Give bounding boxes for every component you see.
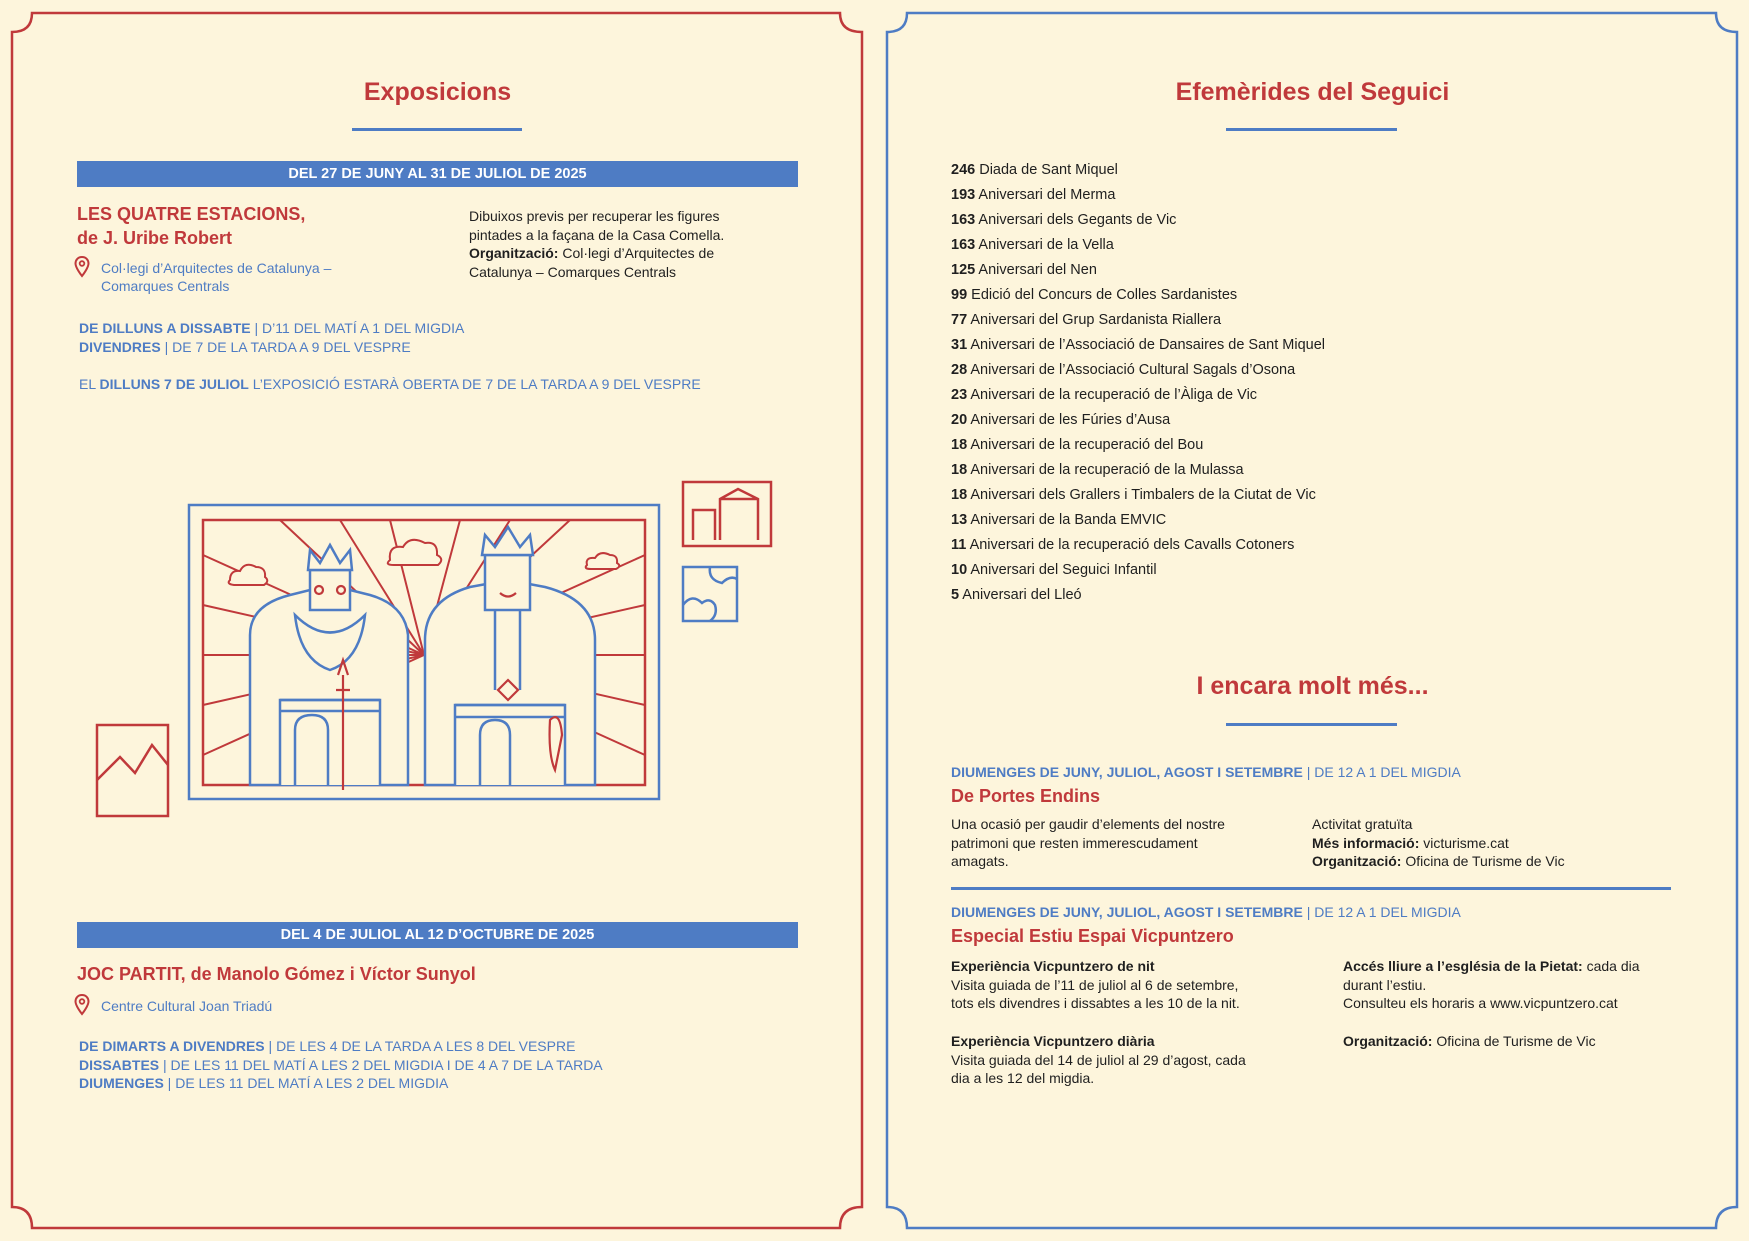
list-item: 23 Aniversari de la recuperació de l’Àliga de Vic bbox=[951, 387, 1258, 403]
exhibition-title: LES QUATRE ESTACIONS, de J. Uribe Robert bbox=[77, 204, 306, 248]
exhibition-description: Dibuixos previs per recuperar les figures pintades a la façana de la Casa Comella. Organització: Col·legi d’Arquitectes de Catalunya – Comarques Centrals bbox=[469, 208, 725, 280]
event-info: Activitat gratuïta Més informació: victurisme.cat Organització: Oficina de Turisme de Vic bbox=[1312, 816, 1565, 870]
exhibition-location: Col·legi d’Arquitectes de Catalunya – Comarques Centrals bbox=[101, 260, 332, 294]
list-item: 125 Aniversari del Nen bbox=[951, 262, 1097, 278]
location-pin-icon bbox=[74, 256, 90, 278]
exhibition-schedule: DE DIMARTS A DIVENDRES | DE LES 4 DE LA TARDA A LES 8 DEL VESPRE DISSABTES | DE LES 11 DEL MATÍ A LES 2 DEL MIGDIA I DE 4 A 7 DE LA TARDA DIUMENGES | DE LES 11 DEL MATÍ A LES 2 DEL MIGDIA bbox=[79, 1038, 603, 1092]
exhibition-note: EL DILLUNS 7 DE JULIOL L’EXPOSICIÓ ESTARÀ OBERTA DE 7 DE LA TARDA A 9 DEL VESPRE bbox=[79, 376, 701, 392]
list-item: 99 Edició del Concurs de Colles Sardanistes bbox=[951, 287, 1238, 303]
exhibition-location: Centre Cultural Joan Triadú bbox=[101, 998, 273, 1014]
more-title: I encara molt més... bbox=[1196, 672, 1429, 700]
title-rule bbox=[1226, 128, 1397, 131]
title-rule bbox=[352, 128, 522, 131]
list-item: 246 Diada de Sant Miquel bbox=[951, 162, 1118, 178]
list-item: 18 Aniversari de la recuperació del Bou bbox=[951, 437, 1204, 453]
exhibition-dates-band: DEL 4 DE JULIOL AL 12 D’OCTUBRE DE 2025 bbox=[77, 922, 798, 948]
list-item: 77 Aniversari del Grup Sardanista Riallera bbox=[951, 312, 1222, 328]
exhibition-dates-band: DEL 27 DE JUNY AL 31 DE JULIOL DE 2025 bbox=[77, 161, 798, 187]
list-item: 10 Aniversari del Seguici Infantil bbox=[951, 562, 1157, 578]
event-night-visit: Experiència Vicpuntzero de nit Visita guiada de l’11 de juliol al 6 de setembre, tots els divendres i dissabtes a les 10 de la nit. bbox=[951, 958, 1240, 1012]
event-title: Especial Estiu Espai Vicpuntzero bbox=[951, 926, 1234, 946]
event-organizer: Organització: Oficina de Turisme de Vic bbox=[1343, 1033, 1596, 1049]
exhibition-title: JOC PARTIT, de Manolo Gómez i Víctor Sunyol bbox=[77, 964, 476, 984]
divider bbox=[951, 887, 1671, 890]
list-item: 163 Aniversari dels Gegants de Vic bbox=[951, 212, 1177, 228]
list-item: 18 Aniversari de la recuperació de la Mulassa bbox=[951, 462, 1244, 478]
list-item: 31 Aniversari de l’Associació de Dansaires de Sant Miquel bbox=[951, 337, 1325, 353]
list-item: 18 Aniversari dels Grallers i Timbalers de la Ciutat de Vic bbox=[951, 487, 1316, 503]
event-daily-visit: Experiència Vicpuntzero diària Visita guiada del 14 de juliol al 29 d’agost, cada dia a les 12 del migdia. bbox=[951, 1033, 1246, 1087]
event-title: De Portes Endins bbox=[951, 786, 1101, 806]
event-when: DIUMENGES DE JUNY, JULIOL, AGOST I SETEMBRE | DE 12 A 1 DEL MIGDIA bbox=[951, 764, 1461, 780]
list-item: 13 Aniversari de la Banda EMVIC bbox=[951, 512, 1167, 528]
ephemerides-list bbox=[951, 158, 1325, 608]
event-when: DIUMENGES DE JUNY, JULIOL, AGOST I SETEMBRE | DE 12 A 1 DEL MIGDIA bbox=[951, 904, 1461, 920]
list-item: 20 Aniversari de les Fúries d’Ausa bbox=[951, 412, 1171, 428]
exhibition-schedule: DE DILLUNS A DISSABTE | D’11 DEL MATÍ A 1 DEL MIGDIA DIVENDRES | DE 7 DE LA TARDA A 9 DEL VESPRE bbox=[79, 320, 465, 355]
list-item: 5 Aniversari del Lleó bbox=[951, 587, 1082, 603]
giants-illustration bbox=[90, 475, 790, 820]
location-pin-icon bbox=[74, 994, 90, 1016]
efemerides-title: Efemèrides del Seguici bbox=[1175, 78, 1450, 106]
list-item: 193 Aniversari del Merma bbox=[951, 187, 1116, 203]
list-item: 163 Aniversari de la Vella bbox=[951, 237, 1114, 253]
title-rule bbox=[1226, 723, 1397, 726]
event-access: Accés lliure a l’església de la Pietat: cada dia durant l’estiu. Consulteu els horaris a www.vicpuntzero.cat bbox=[1343, 958, 1640, 1012]
exposicions-title: Exposicions bbox=[363, 78, 512, 106]
event-description: Una ocasió per gaudir d’elements del nostre patrimoni que resten immerescudament amagats. bbox=[951, 816, 1225, 870]
list-item: 11 Aniversari de la recuperació dels Cavalls Cotoners bbox=[951, 537, 1295, 553]
list-item: 28 Aniversari de l’Associació Cultural Sagals d’Osona bbox=[951, 362, 1296, 378]
